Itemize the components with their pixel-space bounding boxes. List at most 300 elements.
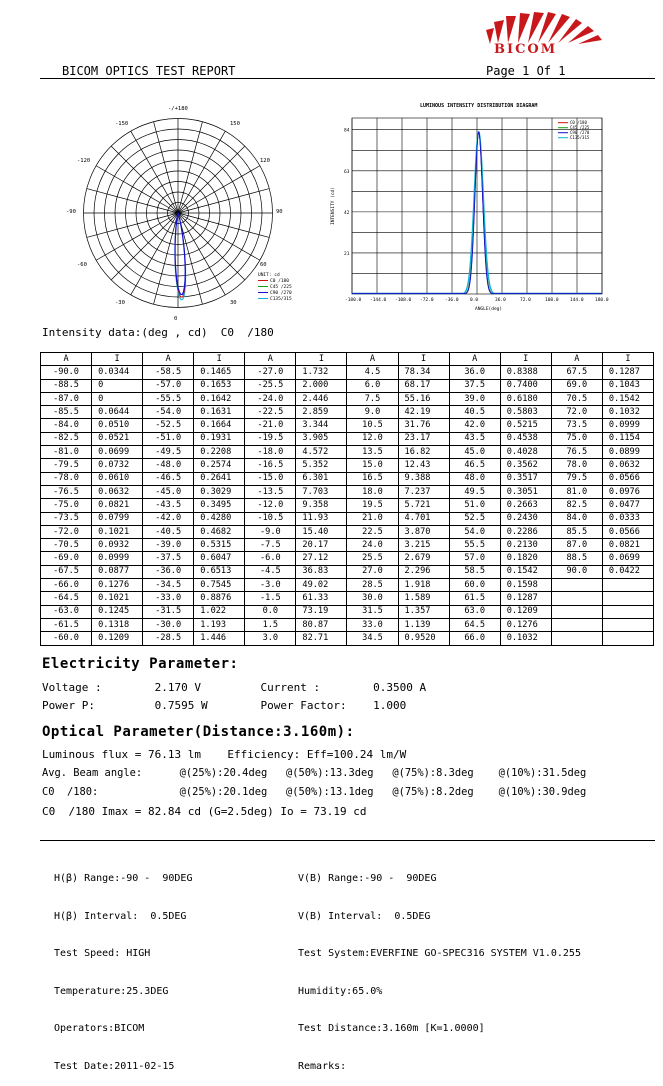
table-cell: 0.0510 [92, 419, 143, 432]
table-cell: 88.5 [551, 552, 602, 565]
table-cell: 0.1631 [194, 406, 245, 419]
table-cell: -85.5 [41, 406, 92, 419]
footer-test-date: Test Date:2011-02-15 [54, 1060, 175, 1072]
footer-divider-top [40, 840, 655, 841]
table-cell: 42.0 [449, 419, 500, 432]
table-cell [551, 592, 602, 605]
table-cell: 55.5 [449, 539, 500, 552]
table-cell: -27.0 [245, 366, 296, 379]
table-cell: -75.0 [41, 499, 92, 512]
x-tick-label: -72.0 [420, 298, 434, 303]
table-cell: 61.5 [449, 592, 500, 605]
table-cell: 0.1598 [500, 579, 551, 592]
table-cell: 78.34 [398, 366, 449, 379]
table-header-cell: I [194, 353, 245, 366]
table-cell: -84.0 [41, 419, 92, 432]
table-cell: 6.301 [296, 472, 347, 485]
table-cell: 0.1032 [602, 406, 653, 419]
table-cell: -19.5 [245, 432, 296, 445]
footer-right [298, 848, 581, 1086]
table-row [41, 459, 654, 472]
x-tick-label: 36.0 [495, 298, 506, 303]
table-cell: -45.0 [143, 485, 194, 498]
table-cell: -79.5 [41, 459, 92, 472]
table-cell: 9.388 [398, 472, 449, 485]
table-cell: -43.5 [143, 499, 194, 512]
polar-spoke [154, 122, 178, 213]
table-cell [551, 579, 602, 592]
table-cell: 75.0 [551, 432, 602, 445]
table-cell: 1.139 [398, 618, 449, 631]
table-header-cell: I [296, 353, 347, 366]
table-cell: 0.5803 [500, 406, 551, 419]
optical-line-3: C0 /180: @(25%):20.1deg @(50%):13.1deg @(75%):8.2deg @(10%):30.9deg [42, 786, 587, 798]
table-cell: 9.358 [296, 499, 347, 512]
table-header-cell: I [398, 353, 449, 366]
polar-label-top: -/+180 [168, 106, 188, 112]
table-cell: 68.17 [398, 379, 449, 392]
table-cell: 3.215 [398, 539, 449, 552]
table-cell: 5.721 [398, 499, 449, 512]
polar-legend-label: C90 /270 [270, 291, 292, 296]
table-cell: 0.1642 [194, 392, 245, 405]
electricity-title: Electricity Parameter: [42, 656, 239, 672]
footer-humidity: Humidity:65.0% [298, 985, 383, 997]
table-cell: 84.0 [551, 512, 602, 525]
polar-spoke [178, 189, 269, 213]
footer-h-range: H(β) Range:-90 - 90DEG [54, 873, 193, 884]
table-cell: 37.5 [449, 379, 500, 392]
x-tick-label: 180.0 [595, 298, 609, 303]
table-cell: -76.5 [41, 485, 92, 498]
table-cell: 0.0566 [602, 525, 653, 538]
polar-legend-label: C45 /225 [270, 285, 292, 290]
table-cell: 51.0 [449, 499, 500, 512]
table-header-cell: I [92, 353, 143, 366]
table-cell: -40.5 [143, 525, 194, 538]
footer-left [54, 848, 192, 1086]
table-cell: 1.918 [398, 579, 449, 592]
table-cell: 63.0 [449, 605, 500, 618]
table-cell [551, 605, 602, 618]
table-cell: 0.0344 [92, 366, 143, 379]
table-cell: -28.5 [143, 632, 194, 645]
table-header-row [41, 353, 654, 366]
table-cell: -1.5 [245, 592, 296, 605]
legend-label: C45 /225 [570, 125, 590, 130]
polar-intensity-chart [60, 100, 310, 325]
table-cell: 0.0477 [602, 499, 653, 512]
table-cell: 0.7545 [194, 579, 245, 592]
table-cell: -51.0 [143, 432, 194, 445]
table-cell: 31.5 [347, 605, 398, 618]
chart-xlabel: ANGLE(deg) [475, 307, 503, 312]
table-cell: 25.5 [347, 552, 398, 565]
legend-label: C90 /270 [570, 130, 590, 135]
table-cell: 0.1276 [92, 579, 143, 592]
table-cell: 0.1318 [92, 618, 143, 631]
table-cell: 22.5 [347, 525, 398, 538]
table-cell: 0.0899 [602, 446, 653, 459]
table-row [41, 525, 654, 538]
chart-title: LUMINOUS INTENSITY DISTRIBUTION DIAGRAM [420, 103, 538, 109]
optical-title: Optical Parameter(Distance:3.160m): [42, 724, 355, 740]
table-cell: 0.1542 [500, 565, 551, 578]
table-cell: 0.8876 [194, 592, 245, 605]
table-cell: 28.5 [347, 579, 398, 592]
page-indicator: Page 1 Of 1 [486, 64, 566, 78]
electricity-line-2: Power P: 0.7595 W Power Factor: 1.000 [42, 699, 407, 712]
table-cell: -3.0 [245, 579, 296, 592]
table-cell: 42.19 [398, 406, 449, 419]
table-header-cell: A [143, 353, 194, 366]
table-cell: 4.701 [398, 512, 449, 525]
footer-operators: Operators:BICOM [54, 1023, 145, 1034]
table-cell: 1.022 [194, 605, 245, 618]
table-row [41, 579, 654, 592]
table-row [41, 552, 654, 565]
table-cell: -4.5 [245, 565, 296, 578]
table-cell: 3.0 [245, 632, 296, 645]
table-row [41, 632, 654, 645]
table-cell: -37.5 [143, 552, 194, 565]
table-cell: -25.5 [245, 379, 296, 392]
table-header-cell: A [245, 353, 296, 366]
table-cell [551, 618, 602, 631]
table-cell: 0.2430 [500, 512, 551, 525]
table-cell: 0.0 [245, 605, 296, 618]
table-cell: -70.5 [41, 539, 92, 552]
table-cell: 21.0 [347, 512, 398, 525]
table-cell: -33.0 [143, 592, 194, 605]
table-cell: -7.5 [245, 539, 296, 552]
table-cell: 52.5 [449, 512, 500, 525]
report-title: BICOM OPTICS TEST REPORT [62, 64, 236, 78]
table-cell: -21.0 [245, 419, 296, 432]
table-cell: 2.296 [398, 565, 449, 578]
table-cell: -9.0 [245, 525, 296, 538]
table-cell: 0.4028 [500, 446, 551, 459]
table-cell: 0.6047 [194, 552, 245, 565]
y-tick-label: 42 [344, 210, 350, 216]
table-cell: 20.17 [296, 539, 347, 552]
table-cell: 0.2641 [194, 472, 245, 485]
table-cell: 0.0644 [92, 406, 143, 419]
table-cell: 66.0 [449, 632, 500, 645]
intensity-distribution-chart [330, 100, 630, 315]
table-cell: 0.1287 [602, 366, 653, 379]
polar-spoke [178, 146, 245, 213]
footer-test-distance: Test Distance:3.160m [K=1.0000] [298, 1023, 485, 1034]
table-cell [602, 592, 653, 605]
table-cell: 54.0 [449, 525, 500, 538]
table-cell: -42.0 [143, 512, 194, 525]
table-cell: 16.82 [398, 446, 449, 459]
table-cell: -48.0 [143, 459, 194, 472]
table-cell: 34.5 [347, 632, 398, 645]
table-cell: -64.5 [41, 592, 92, 605]
polar-spoke [178, 122, 202, 213]
table-header-cell: I [500, 353, 551, 366]
polar-label-l: -90 [66, 209, 76, 215]
table-cell: 0.0632 [92, 485, 143, 498]
table-cell: 0.3029 [194, 485, 245, 498]
table-cell: 3.870 [398, 525, 449, 538]
table-row [41, 406, 654, 419]
table-cell: 4.572 [296, 446, 347, 459]
table-cell: 0.0877 [92, 565, 143, 578]
table-cell: 0.2130 [500, 539, 551, 552]
table-header-cell: I [602, 353, 653, 366]
table-cell: 0.0699 [602, 552, 653, 565]
table-cell: 0.1287 [500, 592, 551, 605]
table-cell: 81.0 [551, 485, 602, 498]
optical-line-4: C0 /180 Imax = 82.84 cd (G=2.5deg) Io = 73.19 cd [42, 805, 367, 818]
table-cell: 3.905 [296, 432, 347, 445]
table-cell: 0.0999 [92, 552, 143, 565]
table-cell: 0.0799 [92, 512, 143, 525]
y-tick-label: 84 [344, 128, 350, 134]
table-cell: -15.0 [245, 472, 296, 485]
table-cell: 2.679 [398, 552, 449, 565]
table-cell: 0.1542 [602, 392, 653, 405]
table-cell: -69.0 [41, 552, 92, 565]
y-tick-label: 21 [344, 251, 350, 257]
polar-legend-title: UNIT: cd [258, 273, 280, 278]
table-cell: 49.02 [296, 579, 347, 592]
table-cell: 0.0732 [92, 459, 143, 472]
table-cell: 43.5 [449, 432, 500, 445]
x-tick-label: -36.0 [445, 298, 459, 303]
polar-spoke [111, 213, 178, 280]
table-cell: 40.5 [449, 406, 500, 419]
table-cell: 1.193 [194, 618, 245, 631]
table-cell: 0.4538 [500, 432, 551, 445]
table-cell: 0.1043 [602, 379, 653, 392]
x-tick-label: 108.0 [545, 298, 559, 303]
polar-spoke [87, 213, 178, 237]
table-cell: 0.3517 [500, 472, 551, 485]
table-cell [602, 579, 653, 592]
table-cell: 0.3051 [500, 485, 551, 498]
table-cell: -30.0 [143, 618, 194, 631]
table-cell: 36.83 [296, 565, 347, 578]
polar-spoke [178, 213, 269, 237]
footer-v-range: V(B) Range:-90 - 90DEG [298, 873, 437, 884]
table-cell: -55.5 [143, 392, 194, 405]
table-cell: -16.5 [245, 459, 296, 472]
table-cell: 2.000 [296, 379, 347, 392]
table-cell: 0.0999 [602, 419, 653, 432]
polar-label-r: 90 [276, 209, 283, 215]
table-cell: 58.5 [449, 565, 500, 578]
table-cell: 79.5 [551, 472, 602, 485]
table-row [41, 379, 654, 392]
table-cell: -88.5 [41, 379, 92, 392]
table-cell: 49.5 [449, 485, 500, 498]
table-cell: 87.0 [551, 539, 602, 552]
polar-spoke [154, 213, 178, 304]
polar-label-tr: 150 [230, 121, 240, 127]
x-tick-label: 72.0 [520, 298, 531, 303]
polar-label-bl: -30 [115, 300, 125, 306]
table-cell: 72.0 [551, 406, 602, 419]
table-cell: 45.0 [449, 446, 500, 459]
table-cell: 46.5 [449, 459, 500, 472]
table-cell: -46.5 [143, 472, 194, 485]
table-header-cell: A [449, 353, 500, 366]
table-cell: -34.5 [143, 579, 194, 592]
table-cell: -82.5 [41, 432, 92, 445]
table-cell: 5.352 [296, 459, 347, 472]
table-cell: 85.5 [551, 525, 602, 538]
table-cell: 0.9520 [398, 632, 449, 645]
table-cell: 0.0976 [602, 485, 653, 498]
table-cell: 1.589 [398, 592, 449, 605]
table-cell: 19.5 [347, 499, 398, 512]
table-cell: -58.5 [143, 366, 194, 379]
intensity-caption: Intensity data:(deg , cd) C0 /180 [42, 326, 274, 339]
polar-label-tl: -150 [115, 121, 129, 127]
table-cell: -24.0 [245, 392, 296, 405]
table-cell: 13.5 [347, 446, 398, 459]
table-cell: 1.446 [194, 632, 245, 645]
footer-temperature: Temperature:25.3DEG [54, 985, 169, 997]
table-cell: -39.0 [143, 539, 194, 552]
table-cell: 7.237 [398, 485, 449, 498]
table-cell: 0 [92, 379, 143, 392]
table-cell: 0.5315 [194, 539, 245, 552]
table-cell: 0 [92, 392, 143, 405]
table-cell: 0.0422 [602, 565, 653, 578]
table-row [41, 592, 654, 605]
table-cell [551, 632, 602, 645]
table-cell: 0.0821 [92, 499, 143, 512]
table-cell: 73.19 [296, 605, 347, 618]
table-row [41, 605, 654, 618]
polar-legend-label: C135/315 [270, 297, 292, 302]
table-row [41, 366, 654, 379]
table-cell: -66.0 [41, 579, 92, 592]
table-cell [602, 632, 653, 645]
chart-ylabel: INTENSITY (cd) [331, 187, 336, 225]
polar-label-lr: 60 [260, 262, 267, 268]
table-cell: 0.1209 [92, 632, 143, 645]
x-tick-label: -180.0 [345, 298, 362, 303]
table-cell: 0.0521 [92, 432, 143, 445]
table-cell: 0.1820 [500, 552, 551, 565]
table-cell: -36.0 [143, 565, 194, 578]
table-cell: 0.1021 [92, 525, 143, 538]
table-row [41, 618, 654, 631]
table-cell: -60.0 [41, 632, 92, 645]
table-cell: -61.5 [41, 618, 92, 631]
polar-spoke [87, 189, 178, 213]
table-cell: 0.1154 [602, 432, 653, 445]
table-cell: -12.0 [245, 499, 296, 512]
table-cell: 82.71 [296, 632, 347, 645]
polar-spoke [111, 146, 178, 213]
table-cell: 0.0632 [602, 459, 653, 472]
table-cell: 61.33 [296, 592, 347, 605]
table-row [41, 512, 654, 525]
header-divider [40, 78, 655, 79]
table-cell: 0.2208 [194, 446, 245, 459]
x-tick-label: 0.0 [470, 298, 479, 303]
table-cell: 0.0333 [602, 512, 653, 525]
table-cell: 0.3562 [500, 459, 551, 472]
table-cell: 69.0 [551, 379, 602, 392]
table-cell: 82.5 [551, 499, 602, 512]
table-cell: 0.1209 [500, 605, 551, 618]
table-cell: 0.3495 [194, 499, 245, 512]
table-cell: 1.5 [245, 618, 296, 631]
table-cell: 15.40 [296, 525, 347, 538]
table-cell: 30.0 [347, 592, 398, 605]
intensity-table [40, 352, 654, 646]
table-cell: 3.344 [296, 419, 347, 432]
table-cell: 7.5 [347, 392, 398, 405]
table-cell: 0.1245 [92, 605, 143, 618]
table-cell: -31.5 [143, 605, 194, 618]
optical-line-1: Luminous flux = 76.13 lm Efficiency: Eff=100.24 lm/W [42, 748, 407, 761]
table-cell: -13.5 [245, 485, 296, 498]
table-cell: 39.0 [449, 392, 500, 405]
footer-v-interval: V(B) Interval: 0.5DEG [298, 910, 431, 922]
table-cell: 0.1465 [194, 366, 245, 379]
table-cell: -63.0 [41, 605, 92, 618]
table-row [41, 565, 654, 578]
polar-spoke [178, 213, 245, 280]
table-cell: 57.0 [449, 552, 500, 565]
table-cell: 31.76 [398, 419, 449, 432]
footer-test-system: Test System:EVERFINE GO-SPEC316 SYSTEM V1.0.255 [298, 948, 581, 959]
table-cell: -22.5 [245, 406, 296, 419]
table-header-cell: A [41, 353, 92, 366]
table-cell: -81.0 [41, 446, 92, 459]
table-cell: 1.732 [296, 366, 347, 379]
table-cell: 73.5 [551, 419, 602, 432]
table-cell: 15.0 [347, 459, 398, 472]
table-cell: -49.5 [143, 446, 194, 459]
table-cell: -6.0 [245, 552, 296, 565]
table-cell: -10.5 [245, 512, 296, 525]
table-row [41, 485, 654, 498]
table-cell: 27.12 [296, 552, 347, 565]
table-cell: -73.5 [41, 512, 92, 525]
table-cell: 60.0 [449, 579, 500, 592]
table-cell: 1.357 [398, 605, 449, 618]
polar-label-ur: 120 [260, 158, 270, 164]
table-cell [602, 605, 653, 618]
table-cell: 0.1032 [500, 632, 551, 645]
table-cell: 48.0 [449, 472, 500, 485]
electricity-line-1: Voltage : 2.170 V Current : 0.3500 A [42, 681, 427, 694]
table-cell: 0.5215 [500, 419, 551, 432]
table-cell: -78.0 [41, 472, 92, 485]
table-cell: 0.2574 [194, 459, 245, 472]
table-cell: 0.1653 [194, 379, 245, 392]
table-cell: -87.0 [41, 392, 92, 405]
table-cell: 0.0821 [602, 539, 653, 552]
table-cell: 36.0 [449, 366, 500, 379]
x-tick-label: -108.0 [395, 298, 412, 303]
table-cell: 0.4682 [194, 525, 245, 538]
table-row [41, 539, 654, 552]
table-cell: 90.0 [551, 565, 602, 578]
table-cell: 0.2663 [500, 499, 551, 512]
polar-label-ul: -120 [77, 158, 91, 164]
